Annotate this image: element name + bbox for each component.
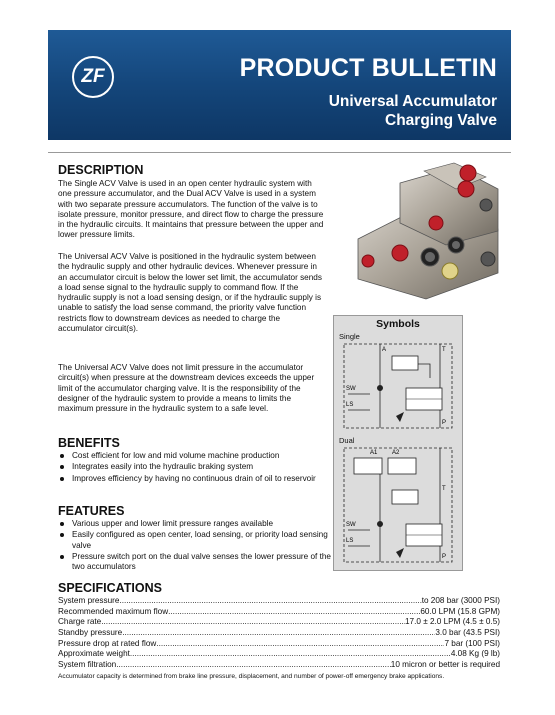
table-row: Charge rate ..... 17.0 ± 2.0 LPM (4.5 ± 0.5) bbox=[58, 617, 500, 628]
valve-product-image bbox=[338, 161, 508, 301]
list-item: Improves efficiency by having no continuous drain of oil to reservoir bbox=[58, 474, 322, 484]
single-label: Single bbox=[339, 332, 360, 341]
table-row: System filtration ..... 10 micron or better is required bbox=[58, 660, 500, 671]
description-heading: DESCRIPTION bbox=[58, 163, 144, 177]
table-row: Pressure drop at rated flow ..... 7 bar (100 PSI) bbox=[58, 639, 500, 650]
specifications-table bbox=[58, 596, 500, 671]
svg-text:A2: A2 bbox=[392, 450, 400, 456]
zf-logo: ZF bbox=[72, 56, 114, 98]
list-item: Pressure switch port on the dual valve senses the lower pressure of the two accumulators bbox=[58, 552, 332, 573]
specifications-heading: SPECIFICATIONS bbox=[58, 581, 162, 595]
svg-text:LS: LS bbox=[346, 538, 354, 544]
features-heading: FEATURES bbox=[58, 504, 125, 518]
description-paragraph-2: The Universal ACV Valve is positioned in the hydraulic system between the hydraulic supply and other hydraulic devices. Whenever pressure in an accumulator circuit is below the lower set limit, the accumulator sends a load sense signal to the hydraulic supply to command flow. If the hydraulic supply is not a load sensing design, or if the hydraulic supply is unable to satisfy the load sense command, the priority valve function restricts flow to downstream devices as needed to charge the accumulator circuit(s). bbox=[58, 252, 322, 334]
list-item: Easily configured as open center, load sensing, or priority load sensing valve bbox=[58, 530, 332, 551]
description-paragraph-3: The Universal ACV Valve does not limit pressure in the accumulator circuit(s) when pressure at the downstream devices exceeds the upper limit of the accumulator charging valve. It is the responsibility of the designer of the hydraulic system to provide a means to limits the maximum pressure in the hydraulic system to a safe level. bbox=[58, 363, 315, 414]
list-item: Cost efficient for low and mid volume machine production bbox=[58, 451, 348, 461]
benefits-list bbox=[58, 451, 348, 485]
bulletin-subtitle bbox=[329, 92, 497, 130]
specifications-note: Accumulator capacity is determined from brake line pressure, displacement, and number of power-off emergency brake applications. bbox=[58, 673, 445, 680]
bulletin-body bbox=[48, 152, 511, 705]
features-list bbox=[58, 519, 348, 573]
dual-valve-schematic bbox=[340, 446, 456, 564]
svg-text:A: A bbox=[382, 347, 387, 353]
bulletin-title: PRODUCT BULLETIN bbox=[239, 54, 497, 82]
subtitle-line-2: Charging Valve bbox=[385, 112, 497, 129]
subtitle-line-1: Universal Accumulator bbox=[328, 93, 497, 110]
list-item: Various upper and lower limit pressure ranges available bbox=[58, 519, 348, 529]
svg-text:SW: SW bbox=[346, 386, 356, 392]
svg-text:P: P bbox=[442, 554, 447, 560]
single-valve-schematic bbox=[340, 342, 456, 430]
svg-text:SW: SW bbox=[346, 522, 356, 528]
svg-text:T: T bbox=[442, 347, 446, 353]
table-row: Standby pressure ..... 3.0 bar (43.5 PSI) bbox=[58, 628, 500, 639]
table-row: System pressure ..... to 208 bar (3000 PSI) bbox=[58, 596, 500, 607]
dual-label: Dual bbox=[339, 436, 355, 445]
description-paragraph-1: The Single ACV Valve is used in an open center hydraulic system with one pressure accumulator, and the Dual ACV Valve is used in a system with two separate pressure accumulators. The function of the valve is to isolate pressure, monitor pressure, and direct flow to charge the pressure in the hydraulic circuits. It maintains that pressure between the upper and lower pressure limits. bbox=[58, 179, 324, 240]
table-row: Recommended maximum flow ..... 60.0 LPM (15.8 GPM) bbox=[58, 607, 500, 618]
svg-text:LS: LS bbox=[346, 402, 354, 408]
symbols-title: Symbols bbox=[376, 318, 420, 330]
svg-text:P: P bbox=[442, 420, 447, 426]
header-banner bbox=[48, 30, 511, 140]
symbols-panel bbox=[333, 315, 463, 571]
benefits-heading: BENEFITS bbox=[58, 436, 120, 450]
table-row: Approximate weight ..... 4.08 Kg (9 lb) bbox=[58, 649, 500, 660]
svg-text:A1: A1 bbox=[370, 450, 378, 456]
svg-text:T: T bbox=[442, 486, 446, 492]
list-item: Integrates easily into the hydraulic braking system bbox=[58, 462, 348, 472]
